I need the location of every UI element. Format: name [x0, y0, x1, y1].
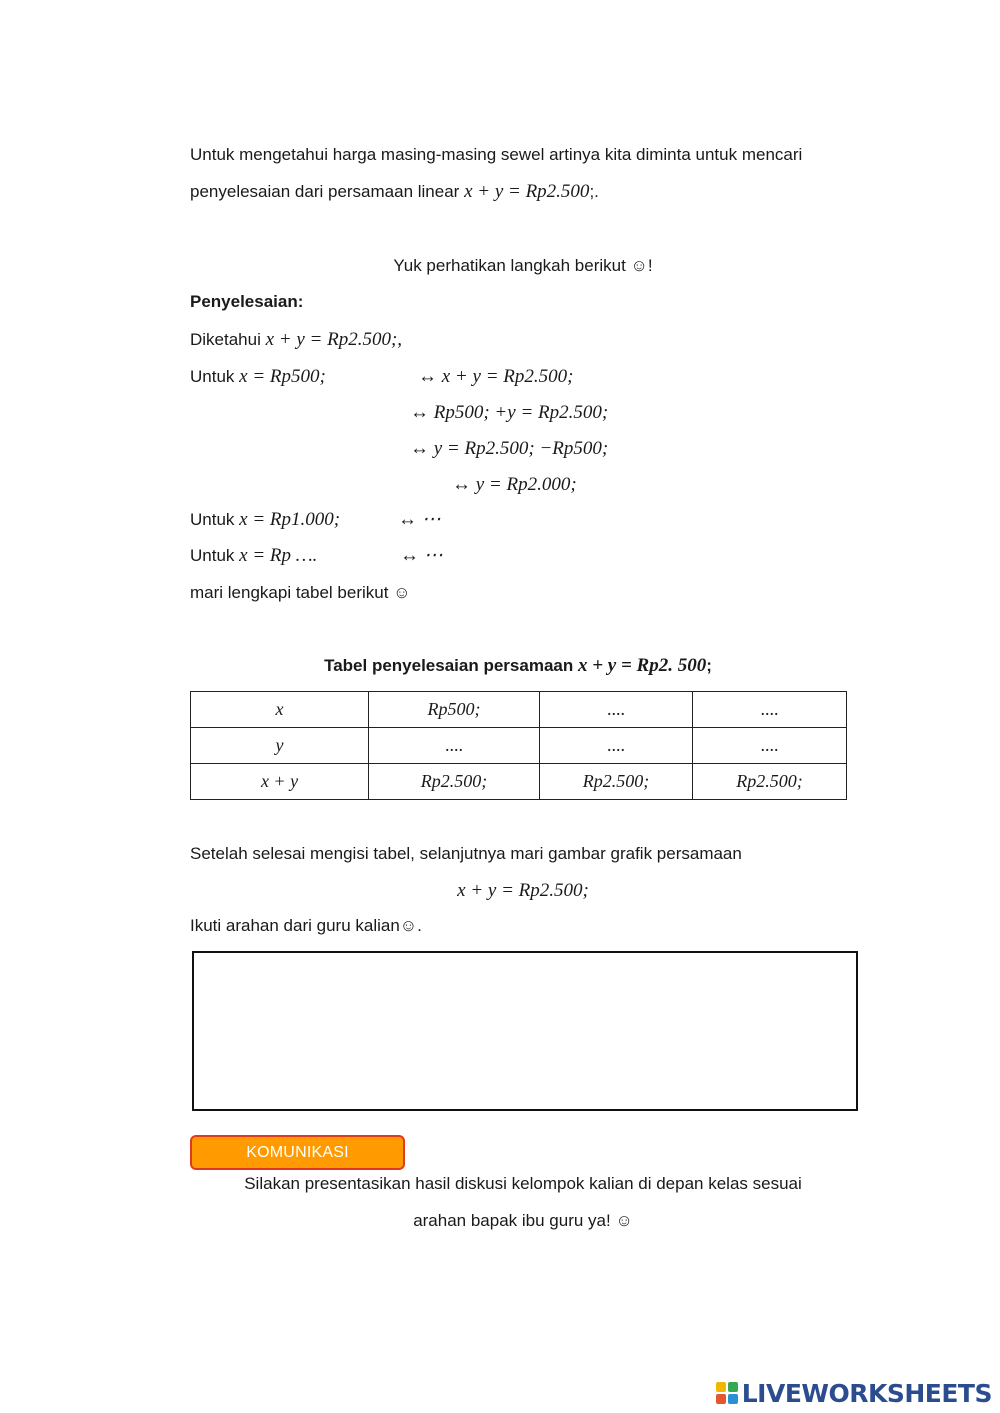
step-1: ↔ x + y = Rp2.500; — [418, 366, 574, 387]
case-3-label: Untuk — [190, 546, 240, 565]
step-4: ↔ y = Rp2.000; — [452, 474, 577, 495]
case-3-step: ↔ ⋯ — [400, 545, 443, 566]
intro-equation: x + y = Rp2.500 — [464, 181, 590, 202]
graph-instruction: Ikuti arahan dari guru kalian☺. — [190, 916, 422, 935]
table-caption — [190, 655, 846, 678]
table-cell: Rp500; — [369, 692, 540, 728]
intro-line-2-text: penyelesaian dari persamaan linear — [190, 182, 465, 201]
table-cell: x + y — [191, 764, 369, 800]
graph-equation: x + y = Rp2.500; — [457, 880, 589, 901]
case-2-value: x = Rp1.000; — [239, 509, 341, 530]
intro-line-2-suffix: ;. — [589, 182, 599, 201]
liveworksheets-logo-icon — [716, 1382, 738, 1404]
solution-table — [190, 691, 847, 800]
graph-intro-line: Setelah selesai mengisi tabel, selanjutnya mari gambar grafik persamaan — [190, 844, 742, 863]
table-caption-text: Tabel penyelesaian persamaan — [324, 656, 578, 675]
table-cell-blank[interactable]: .... — [693, 728, 847, 764]
table-cell-blank[interactable]: .... — [369, 728, 540, 764]
table-cell: Rp2.500; — [369, 764, 540, 800]
liveworksheets-logo — [716, 1378, 992, 1408]
hint-text: Yuk perhatikan langkah berikut ☺! — [393, 256, 653, 275]
step-3: ↔ y = Rp2.500; −Rp500; — [410, 438, 609, 459]
case-1-line — [190, 366, 326, 389]
table-cell-blank[interactable]: .... — [540, 728, 693, 764]
logo-square — [716, 1394, 726, 1404]
logo-square — [728, 1382, 738, 1392]
case-1-label: Untuk — [190, 367, 240, 386]
communication-line-1: Silakan presentasikan hasil diskusi kelompok kalian di depan kelas sesuai — [244, 1174, 802, 1193]
table-cell: y — [191, 728, 369, 764]
table-caption-suffix: ; — [706, 656, 712, 675]
communication-line-2: arahan bapak ibu guru ya! ☺ — [413, 1211, 633, 1230]
case-2-line — [190, 509, 340, 532]
table-row-x — [191, 692, 847, 728]
step-2: ↔ Rp500; +y = Rp2.500; — [410, 402, 609, 423]
known-label: Diketahui — [190, 330, 266, 349]
table-cell: x — [191, 692, 369, 728]
graph-drawing-area[interactable] — [192, 951, 858, 1111]
complete-table-prompt: mari lengkapi tabel berikut ☺ — [190, 583, 411, 602]
komunikasi-label: KOMUNIKASI — [190, 1135, 405, 1170]
case-3-line — [190, 545, 317, 568]
table-row-sum — [191, 764, 847, 800]
table-caption-equation: x + y = Rp2. 500 — [577, 655, 707, 676]
intro-line-2 — [190, 181, 599, 204]
case-2-label: Untuk — [190, 510, 240, 529]
table-cell-blank[interactable]: .... — [693, 692, 847, 728]
logo-square — [716, 1382, 726, 1392]
table-cell: Rp2.500; — [693, 764, 847, 800]
known-line — [190, 329, 402, 352]
case-1-value: x = Rp500; — [239, 366, 326, 387]
intro-line-1: Untuk mengetahui harga masing-masing sewel artinya kita diminta untuk mencari — [190, 145, 803, 164]
logo-square — [728, 1394, 738, 1404]
case-3-value: x = Rp …. — [239, 545, 318, 566]
brand-name: LIVEWORKSHEETS — [741, 1378, 992, 1408]
solution-heading: Penyelesaian: — [190, 292, 304, 311]
table-row-y — [191, 728, 847, 764]
table-cell-blank[interactable]: .... — [540, 692, 693, 728]
table-cell: Rp2.500; — [540, 764, 693, 800]
known-equation: x + y = Rp2.500;, — [265, 329, 403, 350]
case-2-step: ↔ ⋯ — [398, 509, 441, 530]
